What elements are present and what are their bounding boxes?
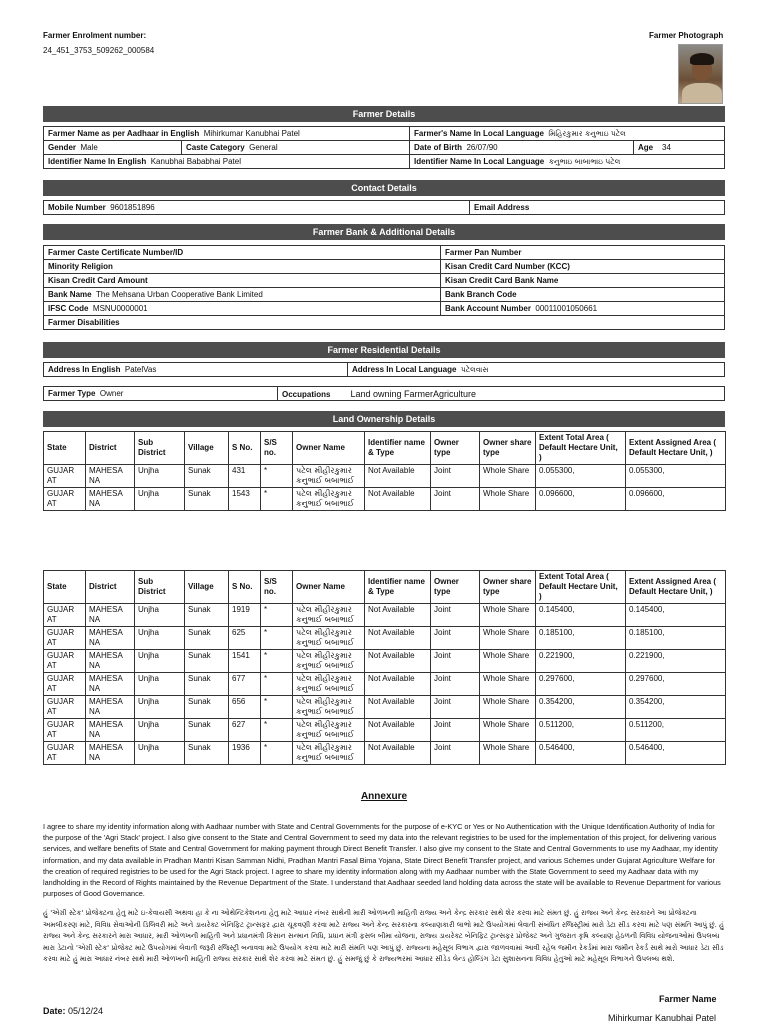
land-cell: MAHESA NA [86,604,135,627]
land-cell: Joint [431,673,480,696]
occupation-value: Land owning FarmerAgriculture [350,388,477,399]
land-cell: Joint [431,696,480,719]
land-table-header [44,432,726,465]
land-cell: Not Available [365,488,431,511]
land-cell: Not Available [365,673,431,696]
land-cell: Unjha [135,719,185,742]
disabilities-cell: Farmer Disabilities [44,316,725,330]
address-table [43,362,725,377]
land-cell: પટેલ મીહીરકુમાર કનુભાઈ બબાભાઈ [293,604,365,627]
bank-name-value: The Mehsana Urban Cooperative Bank Limited [96,290,263,299]
gender-cell: Gender Male [44,141,182,155]
land-cell: 0.546400, [626,742,726,765]
farmer-type-table [43,386,725,401]
land-cell: * [261,488,293,511]
land-cell: Joint [431,627,480,650]
table-row [44,696,726,719]
land-cell: Not Available [365,650,431,673]
farmer-details-table [43,126,725,141]
land-cell: Sunak [185,627,229,650]
branch-cell: Bank Branch Code [441,288,725,302]
land-cell: 0.221900, [536,650,626,673]
land-table-2 [43,570,726,765]
land-cell: 0.354200, [626,696,726,719]
land-header-cell: Identifier name & Type [365,432,431,465]
kcc-amount-cell: Kisan Credit Card Amount [44,274,441,288]
land-header-cell: S/S no. [261,571,293,604]
land-cell: GUJAR AT [44,742,86,765]
gender-value: Male [80,143,98,152]
land-header-cell: S/S no. [261,432,293,465]
land-header-cell: Owner share type [480,432,536,465]
mobile-value: 9601851896 [110,203,155,212]
land-cell: MAHESA NA [86,696,135,719]
land-cell: 0.145400, [536,604,626,627]
land-cell: Unjha [135,696,185,719]
land-cell: MAHESA NA [86,627,135,650]
table-row [44,465,726,488]
land-cell: Joint [431,719,480,742]
contact-title: Contact Details [43,180,725,196]
land-cell: પટેલ મીહીરકુમાર કનુભાઈ બબાભાઈ [293,696,365,719]
land-title: Land Ownership Details [43,411,725,427]
land-cell: Whole Share [480,627,536,650]
land-cell: 0.546400, [536,742,626,765]
land-cell: MAHESA NA [86,719,135,742]
caste-cell: Caste Category General [182,141,410,155]
land-cell: Whole Share [480,488,536,511]
land-header-cell: Village [185,432,229,465]
table-row [44,650,726,673]
land-cell: Sunak [185,673,229,696]
land-header-cell: District [86,571,135,604]
land-header-cell: Sub District [135,571,185,604]
farmer-type-cell: Farmer Type Owner [44,387,278,401]
land-cell: 0.055300, [626,465,726,488]
land-cell: Unjha [135,465,185,488]
land-cell: Sunak [185,604,229,627]
land-header-cell: Owner Name [293,432,365,465]
land-cell: Not Available [365,604,431,627]
annexure-title: Annexure [360,791,408,802]
table-row [44,604,726,627]
land-cell: 625 [229,627,261,650]
land-cell: Whole Share [480,696,536,719]
bank-table [43,245,725,330]
land-cell: Sunak [185,488,229,511]
land-header-cell: Owner Name [293,571,365,604]
land-cell: પટેલ મીહીરકુમાર કનુભાઈ બબાભાઈ [293,465,365,488]
land-cell: * [261,696,293,719]
land-cell: પટેલ મીહીરકુમાર કનુભાઈ બબાભાઈ [293,627,365,650]
land-cell: Unjha [135,650,185,673]
enrolment-label: Farmer Enrolment number: [43,31,147,40]
addr-en-cell: Address In English PatelVas [44,363,348,377]
table-row [44,673,726,696]
land-cell: 0.297600, [626,673,726,696]
land-cell: Unjha [135,488,185,511]
land-cell: 0.096600, [536,488,626,511]
gender-row [43,140,725,155]
land-cell: Sunak [185,650,229,673]
contact-table [43,200,725,215]
land-cell: * [261,673,293,696]
land-header-cell: State [44,432,86,465]
identifier-cell: Identifier Name In English Kanubhai Bababhai Patel [44,155,410,169]
occupation-cell: Occupations Land owning FarmerAgriculture [278,387,725,401]
land-cell: 0.055300, [536,465,626,488]
land-cell: MAHESA NA [86,673,135,696]
land-cell: GUJAR AT [44,696,86,719]
land-cell: * [261,719,293,742]
land-cell: Not Available [365,627,431,650]
land-cell: * [261,604,293,627]
mobile-cell: Mobile Number 9601851896 [44,201,470,215]
pan-cell: Farmer Pan Number [441,246,725,260]
land-cell: 627 [229,719,261,742]
account-cell: Bank Account Number 00011001050661 [441,302,725,316]
land-cell: Whole Share [480,719,536,742]
land-header-cell: Sub District [135,432,185,465]
identifier-value: Kanubhai Bababhai Patel [150,157,241,166]
photo-label: Farmer Photograph [649,31,724,40]
local-name-value: મિહિરકુમાર કનુભાઇ પટેલ [548,128,626,138]
farmer-name-value: Mihirkumar Kanubhai Patel [203,129,300,138]
farmer-type-value: Owner [99,389,124,398]
land-cell: Joint [431,604,480,627]
land-cell: Unjha [135,742,185,765]
land-header-cell: District [86,432,135,465]
land-cell: Unjha [135,627,185,650]
land-cell: 0.354200, [536,696,626,719]
land-cell: Not Available [365,719,431,742]
minority-cell: Minority Religion [44,260,441,274]
land-header-cell: Identifier name & Type [365,571,431,604]
land-cell: GUJAR AT [44,488,86,511]
land-cell: પટેલ મીહીરકુમાર કનુભાઈ બબાભાઈ [293,650,365,673]
date-value: 05/12/24 [68,1006,104,1016]
email-cell: Email Address [470,201,725,215]
land-cell: Unjha [135,673,185,696]
land-cell: Joint [431,650,480,673]
table-row [44,627,726,650]
dob-cell: Date of Birth 26/07/90 [410,141,634,155]
land-cell: * [261,742,293,765]
land-cell: 0.297600, [536,673,626,696]
land-cell: 0.511200, [626,719,726,742]
table-row [44,742,726,765]
land-header-cell: Owner type [431,432,480,465]
bank-name-cell: Bank Name The Mehsana Urban Cooperative Bank Limited [44,288,441,302]
land-cell: પટેલ મીહીરકુમાર કનુભાઈ બબાભાઈ [293,673,365,696]
age-cell: Age 34 [634,141,725,155]
land-cell: પટેલ મીહીરકુમાર કનુભાઈ બબાભાઈ [293,742,365,765]
land-cell: MAHESA NA [86,742,135,765]
land-cell: GUJAR AT [44,604,86,627]
land-cell: Unjha [135,604,185,627]
kcc-bank-cell: Kisan Credit Card Bank Name [441,274,725,288]
kcc-cell: Kisan Credit Card Number (KCC) [441,260,725,274]
land-cell: 656 [229,696,261,719]
enrolment-number: 24_451_3753_509262_000584 [43,46,155,55]
identifier-local-cell: Identifier Name In Local Language કનુભાઇ બાબાભાઇ પટેલ [410,155,725,169]
land-cell: 0.096600, [626,488,726,511]
land-cell: Whole Share [480,465,536,488]
farmer-name-signature: Mihirkumar Kanubhai Patel [608,1013,717,1023]
land-cell: Joint [431,742,480,765]
land-cell: Sunak [185,696,229,719]
land-cell: * [261,627,293,650]
residential-title: Farmer Residential Details [43,342,725,358]
land-header-cell: Owner share type [480,571,536,604]
dob-value: 26/07/90 [466,143,498,152]
bank-title: Farmer Bank & Additional Details [43,224,725,240]
land-cell: Whole Share [480,742,536,765]
land-cell: MAHESA NA [86,650,135,673]
land-cell: 0.185100, [626,627,726,650]
land-header-cell: Extent Assigned Area ( Default Hectare Unit, ) [626,432,726,465]
land-cell: * [261,650,293,673]
land-cell: GUJAR AT [44,627,86,650]
land-header-cell: S No. [229,571,261,604]
land-cell: GUJAR AT [44,465,86,488]
land-header-cell: S No. [229,432,261,465]
land-header-cell: Extent Total Area ( Default Hectare Unit, ) [536,571,626,604]
land-cell: 1936 [229,742,261,765]
identifier-local-value: કનુભાઇ બાબાભાઇ પટેલ [548,156,621,166]
land-cell: 0.145400, [626,604,726,627]
addr-local-cell: Address In Local Language પટેલવાસ [348,363,725,377]
addr-local-value: પટેલવાસ [460,364,489,374]
land-cell: Sunak [185,465,229,488]
farmer-name-cell: Farmer Name as per Aadhaar in English Mihirkumar Kanubhai Patel [44,127,410,141]
land-header-cell: Village [185,571,229,604]
farmer-name-label: Farmer Name [659,994,717,1004]
land-header-cell: Owner type [431,571,480,604]
land-cell: * [261,465,293,488]
land-cell: પટેલ મીહીરકુમાર કનુભાઈ બબાભાઈ [293,488,365,511]
land-cell: 431 [229,465,261,488]
land-cell: Joint [431,465,480,488]
land-table-header [44,571,726,604]
local-name-cell: Farmer's Name In Local Language મિહિરકુમાર કનુભાઇ પટેલ [410,127,725,141]
land-cell: MAHESA NA [86,488,135,511]
land-header-cell: Extent Assigned Area ( Default Hectare Unit, ) [626,571,726,604]
land-cell: Not Available [365,465,431,488]
land-cell: Whole Share [480,650,536,673]
farmer-details-title: Farmer Details [43,106,725,122]
land-cell: 677 [229,673,261,696]
land-cell: 0.221900, [626,650,726,673]
farmer-photo [678,44,723,104]
caste-cert-cell: Farmer Caste Certificate Number/ID [44,246,441,260]
land-cell: MAHESA NA [86,465,135,488]
land-cell: Sunak [185,719,229,742]
land-cell: 0.511200, [536,719,626,742]
land-cell: Not Available [365,742,431,765]
table-row [44,488,726,511]
land-header-cell: State [44,571,86,604]
land-cell: 0.185100, [536,627,626,650]
identifier-row [43,154,725,169]
land-cell: Whole Share [480,673,536,696]
land-cell: Joint [431,488,480,511]
table-row [44,719,726,742]
land-cell: 1919 [229,604,261,627]
land-cell: GUJAR AT [44,673,86,696]
annexure-gujarati: હું 'એગ્રી સ્ટેક' પ્રોજેક્ટના હેતુ માટે ઇ-કેવાયસી અથવા હા કે ના ઓથેન્ટિકેશનના હેતુ માટે આધાર નંબર સાથેની મારી ઓળખની માહિતી રાજ્ય અને કેન્દ્ર સરકાર સાથે શેર કરવા માટે સંમત છું. હું રાજ્ય અને કેન્દ્ર સરકારને આ પ્રોજેક્ટના અમલીકરણ માટે, વિવિધ સેવાઓની ડિલિવરી માટે અને ડાયરેક્ટ બેનિફિટ ટ્રાન્સફર દ્વારા ચૂકવણી કરવા માટે રાજ્ય અને કેન્દ્ર સરકારના કલ્યાણકારી લાભો માટે ઉપયોગમાં લેવાતી સંબંધિત રજિસ્ટ્રીમાં મારો ડેટા સીડ કરવા માટે પણ સંમતિ આપું છું. હું રાજ્ય અને કેન્દ્ર સરકારને મારા આધાર, મારી ઓળખની માહિતી અને પ્રધાનમંત્રી કિસાન સન્માન નિધિ, પ્રધાન મંત્રી ફસલ બીમા યોજના, રાજ્ય ડાયરેક્ટ બેનિફિટ ટ્રાન્સફર પ્રોજેક્ટ અને ગુજરાત કૃષિ કલ્યાણ હેઠળની વિવિધ યોજનાઓમાં ઉપલબ્ધ મારા ડેટાનો 'એગ્રી સ્ટેક' પ્રોજેક્ટ માટે ઉપયોગમાં લેવાતી જરૂરી રજિસ્ટ્રી બનાવવા માટે ઉપયોગ કરવા માટે મારી સંમતિ પણ આપું છું. રાજ્યના મહેસૂલ વિભાગ દ્વારા જાળવવામાં આવી રહેલ જમીન રેકર્ડમાં મારા જમીન રેકર્ડ સાથે મારો આધાર ડેટા સીડ કરવા માટે હું મારા આધાર નંબર સાથે મારી ઓળખની માહિતી રાજ્ય સરકાર સાથે શેર કરવા માટે સંમત છું. હું સમજું છું કે રાજ્યભરમાં આધાર સીડેડ લેન્ડ હોલ્ડિંગ ડેટા સુશાસનના વિવિધ હેતુઓ માટે મહેસૂલ વિભાગને ઉપલબ્ધ થશે. [43,909,725,964]
caste-value: General [249,143,278,152]
ifsc-value: MSNU0000001 [92,304,148,313]
land-cell: 1543 [229,488,261,511]
land-cell: Sunak [185,742,229,765]
annexure-english: I agree to share my identity information along with Aadhaar number with State and Central Governments for the purpose of e-KYC or Yes or No Authentication with the Unique Identification Authority of India for the purpose of the 'Agri Stack' project. I also give consent to the State and Central Government to seed my data into the relevant registries to be used for the implementation of this project, for delivering various services, and welfare benefits of State and Central Government for making payment through Direct Benefit Transfer. I also give my consent to the State and Central Governments to use my Aadhaar, my identity information, and my data available in Pradhan Mantri Kisan Samman Nidhi, Pradhan Mantri Fasal Bima Yojana, State Direct Benefit Transfer project, and various Schemes under Gujarat Agriculture Welfare for the creation of required registries to be used for the Agri Stack project. I agree to share my identity information along with my Aadhaar number with the State Government to seed my Aadhaar data with my landholding in the Record of Rights maintained by the Revenue Department of the State. I understand that Aadhaar seeded land holding data across the state will be available to Revenue Department for various purposes of Good Governance. [43,822,721,899]
addr-en-value: PatelVas [124,365,157,374]
land-table-1 [43,431,726,511]
land-cell: GUJAR AT [44,719,86,742]
date-field: Date: 05/12/24 [43,1006,104,1016]
land-header-cell: Extent Total Area ( Default Hectare Unit, ) [536,432,626,465]
land-cell: GUJAR AT [44,650,86,673]
land-cell: પટેલ મીહીરકુમાર કનુભાઈ બબાભાઈ [293,719,365,742]
ifsc-cell: IFSC Code MSNU0000001 [44,302,441,316]
land-cell: Not Available [365,696,431,719]
account-value: 00011001050661 [535,304,598,313]
land-cell: Whole Share [480,604,536,627]
land-cell: 1541 [229,650,261,673]
age-value: 34 [662,143,671,152]
